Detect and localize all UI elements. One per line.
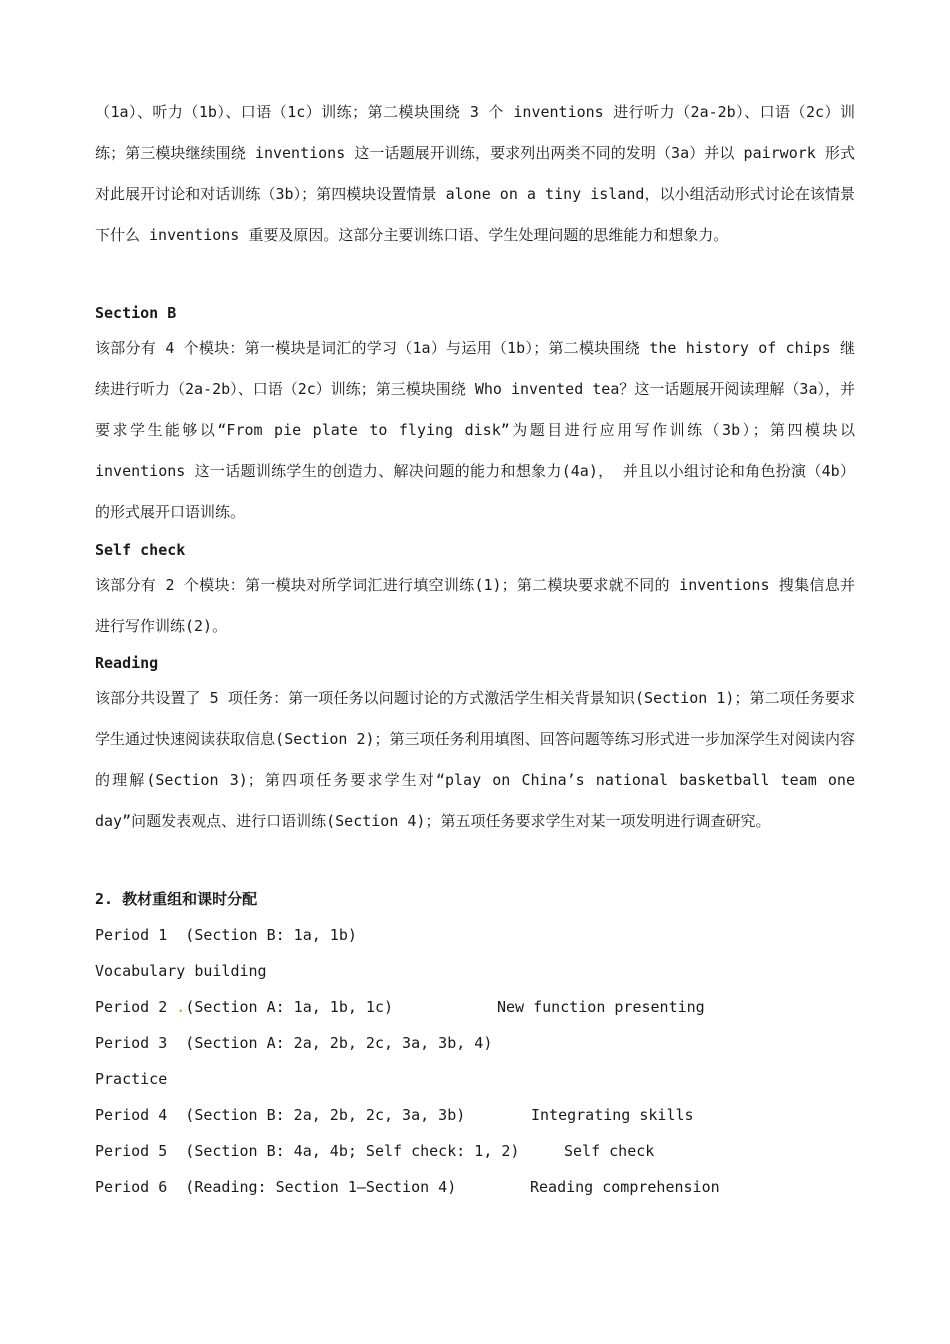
plan-heading: 2. 教材重组和课时分配: [95, 890, 258, 908]
period-4-type: Integrating skills: [531, 1106, 694, 1124]
period-3-line: Period 3 (Section A: 2a, 2b, 2c, 3a, 3b, 4): [95, 1034, 493, 1052]
period-1-line: Period 1 (Section B: 1a, 1b): [95, 926, 357, 944]
period-2-type: New function presenting: [497, 998, 705, 1016]
reading-paragraph: 该部分共设置了 5 项任务：第一项任务以问题讨论的方式激活学生相关背景知识(Section 1)；第二项任务要求学生通过快速阅读获取信息(Section 2)；第三项任务利用填图、回答问题等练习形式进一步加深学生对阅读内容的理解(Section 3)；第四项任务要求学生对“play on China’s national basketball team one day”问题发表观点、进行口语训练(Section 4)；第五项任务要求学生对某一项发明进行调查研究。: [95, 689, 855, 830]
period-4-line: Period 4 (Section B: 2a, 2b, 2c, 3a, 3b): [95, 1106, 466, 1124]
period-2-label: Period 2: [95, 998, 168, 1016]
period-5-line: Period 5 (Section B: 4a, 4b; Self check: 1, 2): [95, 1142, 520, 1160]
section-a-paragraph: （1a）、听力（1b）、口语（1c）训练；第二模块围绕 3 个 inventions 进行听力（2a-2b）、口语（2c）训练；第三模块继续围绕 inventions 这一话题展开训练，要求列出两类不同的发明（3a）并以 pairwork 形式对此展开讨论和对话训练（3b）；第四模块设置情景 alone on a tiny island，以小组活动形式讨论在该情景下什么 inventions 重要及原因。这部分主要训练口语、学生处理问题的思维能力和想象力。: [95, 103, 855, 244]
period-2-line: [95, 995, 393, 1019]
period-3-type: Practice: [95, 1070, 168, 1088]
period-6-line: Period 6 (Reading: Section 1—Section 4): [95, 1178, 457, 1196]
section-b-paragraph: 该部分有 4 个模块：第一模块是词汇的学习（1a）与运用（1b）；第二模块围绕 the history of chips 继续进行听力（2a-2b）、口语（2c）训练；第三模块围绕 Who invented tea？这一话题展开阅读理解（3a），并要求学生能够以“From pie plate to flying disk”为题目进行应用写作训练（3b）；第四模块以 inventions 这一话题训练学生的创造力、解决问题的能力和想象力(4a)， 并且以小组讨论和角色扮演（4b）的形式展开口语训练。: [95, 339, 855, 521]
period-6-type: Reading comprehension: [530, 1178, 720, 1196]
self-check-paragraph: 该部分有 2 个模块：第一模块对所学词汇进行填空训练(1)；第二模块要求就不同的 inventions 搜集信息并进行写作训练(2)。: [95, 576, 855, 635]
self-check-heading: Self check: [95, 541, 186, 559]
period-5-type: Self check: [564, 1142, 655, 1160]
period-2-dot: .: [176, 998, 186, 1016]
reading-heading: Reading: [95, 654, 159, 672]
period-2-sections: (Section A: 1a, 1b, 1c): [185, 998, 394, 1016]
period-1-type: Vocabulary building: [95, 962, 267, 980]
section-b-heading: Section B: [95, 304, 177, 322]
